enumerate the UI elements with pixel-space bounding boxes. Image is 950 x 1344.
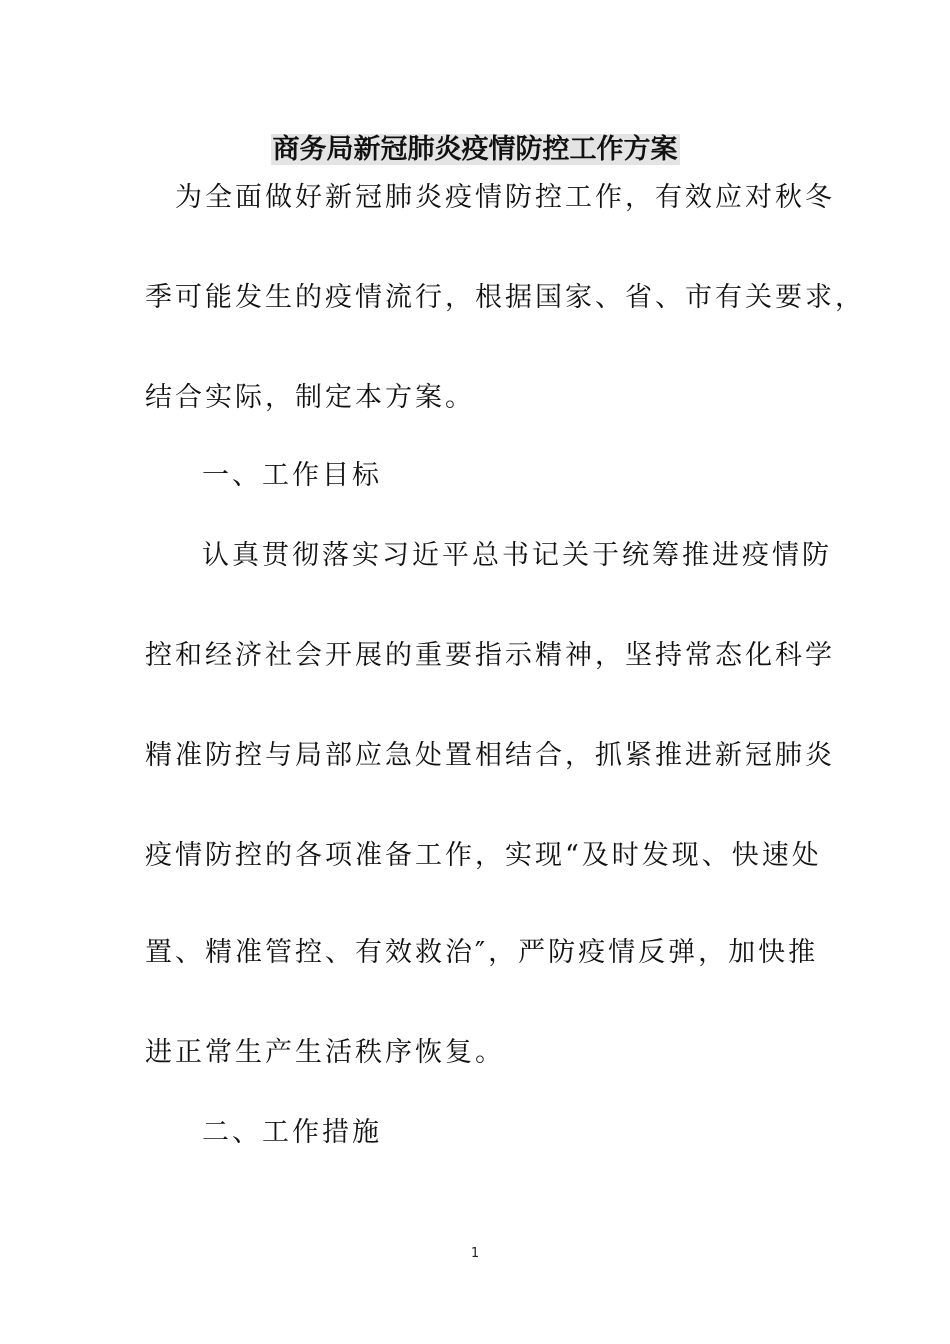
paragraph-line: 认真贯彻落实习近平总书记关于统筹推进疫情防	[202, 540, 832, 571]
paragraph-line: 结合实际，制定本方案。	[145, 382, 475, 413]
section-heading: 一、工作目标	[202, 460, 382, 491]
section-heading: 二、工作措施	[202, 1117, 382, 1148]
page-number: 1	[470, 1246, 480, 1261]
paragraph-line: 置、精准管控、有效救治″，严防疫情反弹，加快推	[145, 937, 819, 968]
paragraph-line: 进正常生产生活秩序恢复。	[145, 1037, 505, 1068]
paragraph-line: 疫情防控的各项准备工作，实现“及时发现、快速处	[145, 840, 822, 871]
paragraph-line: 精准防控与局部应急处置相结合，抓紧推进新冠肺炎	[145, 740, 835, 771]
paragraph-line: 为全面做好新冠肺炎疫情防控工作，有效应对秋冬	[175, 182, 835, 213]
document-title	[0, 130, 950, 170]
document-title-text: 商务局新冠肺炎疫情防控工作方案	[272, 134, 678, 165]
paragraph-line: 季可能发生的疫情流行，根据国家、省、市有关要求，	[145, 282, 865, 313]
paragraph-line: 控和经济社会开展的重要指示精神，坚持常态化科学	[145, 640, 835, 671]
